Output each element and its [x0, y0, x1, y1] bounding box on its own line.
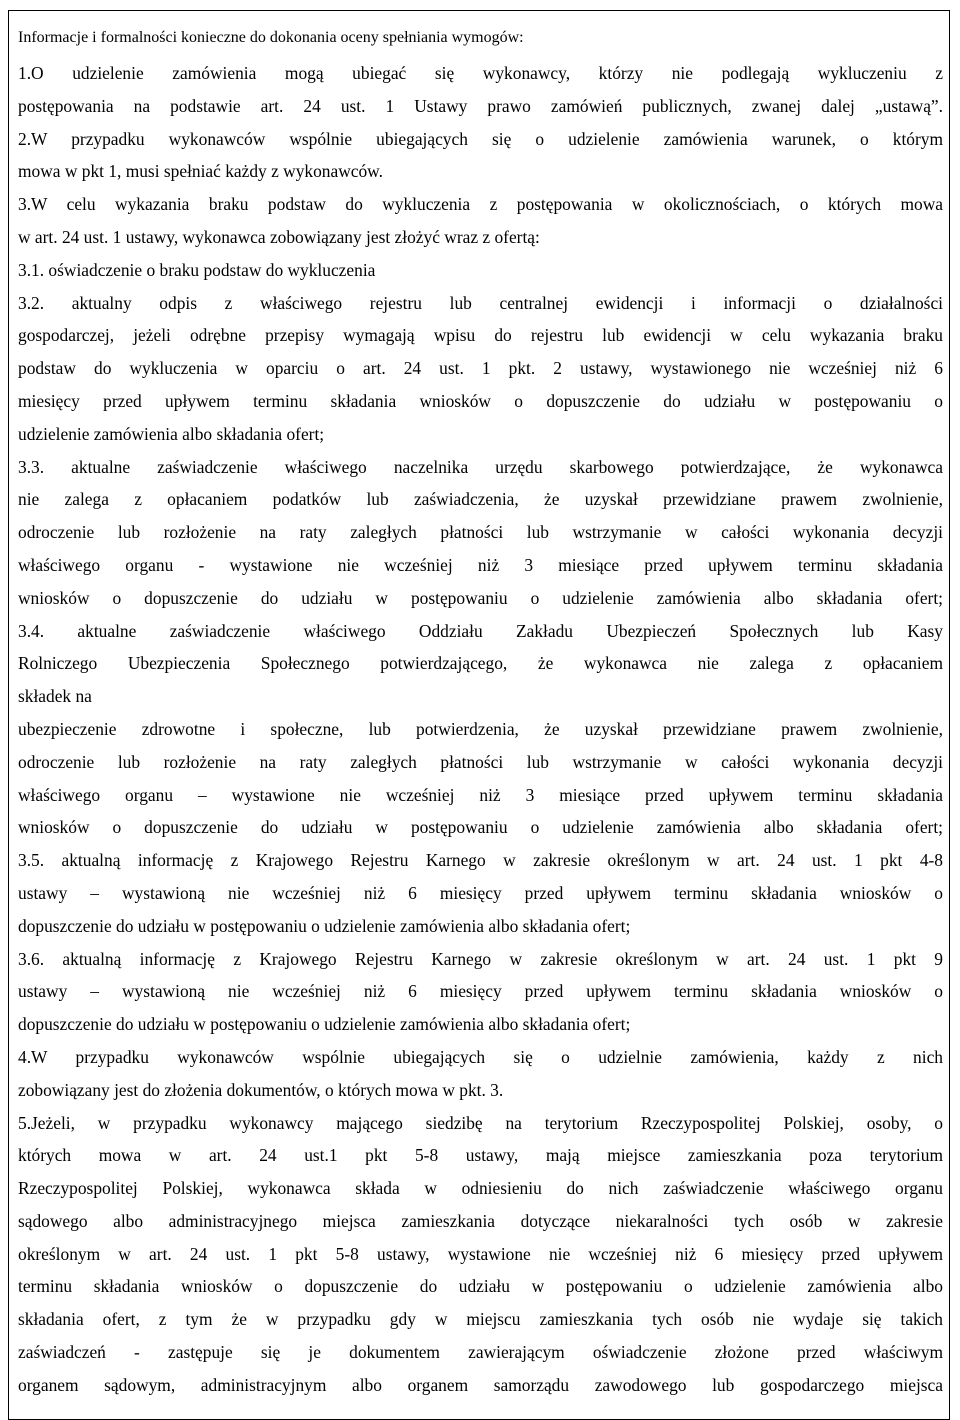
- text-line: odroczenie lub rozłożenie na raty zaległych płatności lub wstrzymanie w całości wykonania decyzji: [18, 751, 943, 772]
- text-line: Rolniczego Ubezpieczenia Społecznego potwierdzającego, że wykonawca nie zalega z opłacaniem: [18, 653, 943, 674]
- document-text: [18, 57, 943, 1402]
- text-line: właściwego organu - wystawione nie wcześniej niż 3 miesiące przed upływem terminu składania: [18, 554, 943, 575]
- text-line: 2.W przypadku wykonawców wspólnie ubiegających się o udzielenie zamówienia warunek, o którym: [18, 128, 943, 149]
- text-line: 3.5. aktualną informację z Krajowego Rejestru Karnego w zakresie określonym w art. 24 ust. 1 pkt 4-8: [18, 850, 943, 871]
- text-line: składania ofert, z tym że w przypadku gdy w miejscu zamieszkania tych osób nie wydaje się takich: [18, 1309, 943, 1330]
- text-line: właściwego organu – wystawione nie wcześniej niż 3 miesiące przed upływem terminu składania: [18, 784, 943, 805]
- text-line: ustawy – wystawioną nie wcześniej niż 6 miesięcy przed upływem terminu składania wniosków o: [18, 882, 943, 903]
- text-line: terminu składania wniosków o dopuszczenie do udziału w postępowaniu o udzielenie zamówienia albo: [18, 1276, 943, 1297]
- spacer: [18, 49, 943, 57]
- text-line: zaświadczeń - zastępuje się je dokumentem zawierającym oświadczenie złożone przed właściwym: [18, 1342, 943, 1363]
- text-line: 3.W celu wykazania braku podstaw do wykluczenia z postępowania w okolicznościach, o których mowa: [18, 194, 943, 215]
- text-line: podstaw do wykluczenia w oparciu o art. 24 ust. 1 pkt. 2 ustawy, wystawionego nie wcześniej niż 6: [18, 358, 943, 379]
- text-line: określonym w art. 24 ust. 1 pkt 5-8 ustawy, wystawione nie wcześniej niż 6 miesięcy przed upływem: [18, 1243, 943, 1264]
- text-line: 3.4. aktualne zaświadczenie właściwego Oddziału Zakładu Ubezpieczeń Społecznych lub Kasy: [18, 620, 943, 641]
- text-line: 5.Jeżeli, w przypadku wykonawcy mającego siedzibę na terytorium Rzeczypospolitej Polskiej, osoby, o: [18, 1112, 943, 1133]
- text-line: dopuszczenie do udziału w postępowaniu o udzielenie zamówienia albo składania ofert;: [18, 1014, 631, 1035]
- text-line: dopuszczenie do udziału w postępowaniu o udzielenie zamówienia albo składania ofert;: [18, 915, 631, 936]
- text-line: miesięcy przed upływem terminu składania wniosków o dopuszczenie do udziału w postępowaniu o: [18, 390, 943, 411]
- text-line: sądowego albo administracyjnego miejsca zamieszkania dotyczące niekaralności tych osób w zakresie: [18, 1210, 943, 1231]
- text-line: organem sądowym, administracyjnym albo organem samorządu zawodowego lub gospodarczego miejsca: [18, 1374, 943, 1395]
- text-line: udzielenie zamówienia albo składania ofert;: [18, 423, 325, 444]
- text-line: nie zalega z opłacaniem podatków lub zaświadczenia, że uzyskał przewidziane prawem zwolnienie,: [18, 489, 943, 510]
- text-line: 1.O udzielenie zamówienia mogą ubiegać się wykonawcy, którzy nie podlegają wykluczeniu z: [18, 63, 943, 83]
- text-line: 3.1. oświadczenie o braku podstaw do wykluczenia: [18, 259, 376, 280]
- text-line: wniosków o dopuszczenie do udziału w postępowaniu o udzielenie zamówienia albo składania ofert;: [18, 587, 943, 608]
- text-line: 3.6. aktualną informację z Krajowego Rejestru Karnego w zakresie określonym w art. 24 ust. 1 pkt 9: [18, 948, 943, 969]
- document-body: [18, 27, 943, 1402]
- text-line: ubezpieczenie zdrowotne i społeczne, lub potwierdzenia, że uzyskał przewidziane prawem zwolnienie,: [18, 718, 943, 739]
- text-line: Rzeczypospolitej Polskiej, wykonawca składa w odniesieniu do nich zaświadczenie właściwego organu: [18, 1178, 943, 1199]
- text-line: wniosków o dopuszczenie do udziału w postępowaniu o udzielenie zamówienia albo składania ofert;: [18, 817, 943, 838]
- text-line: ustawy – wystawioną nie wcześniej niż 6 miesięcy przed upływem terminu składania wniosków o: [18, 981, 943, 1002]
- text-line: postępowania na podstawie art. 24 ust. 1 Ustawy prawo zamówień publicznych, zwanej dalej „ustawą”.: [18, 95, 943, 116]
- text-line: gospodarczej, jeżeli odrębne przepisy wymagają wpisu do rejestru lub ewidencji w celu wykazania braku: [18, 325, 943, 346]
- text-line: 3.3. aktualne zaświadczenie właściwego naczelnika urzędu skarbowego potwierdzające, że wykonawca: [18, 456, 943, 477]
- text-line: w art. 24 ust. 1 ustawy, wykonawca zobowiązany jest złożyć wraz z ofertą:: [18, 226, 540, 247]
- text-line: których mowa w art. 24 ust.1 pkt 5-8 ustawy, mają miejsce zamieszkania poza terytorium: [18, 1145, 943, 1166]
- text-line: odroczenie lub rozłożenie na raty zaległych płatności lub wstrzymanie w całości wykonania decyzji: [18, 522, 943, 543]
- text-line: mowa w pkt 1, musi spełniać każdy z wykonawców.: [18, 161, 383, 182]
- section-heading: Informacje i formalności konieczne do dokonania oceny spełniania wymogów:: [18, 29, 524, 46]
- text-line: 3.2. aktualny odpis z właściwego rejestru lub centralnej ewidencji i informacji o działalności: [18, 292, 943, 313]
- text-line: składek na: [18, 686, 92, 707]
- text-line: zobowiązany jest do złożenia dokumentów, o których mowa w pkt. 3.: [18, 1079, 504, 1100]
- text-line: 4.W przypadku wykonawców wspólnie ubiegających się o udzielnie zamówienia, każdy z nich: [18, 1046, 943, 1067]
